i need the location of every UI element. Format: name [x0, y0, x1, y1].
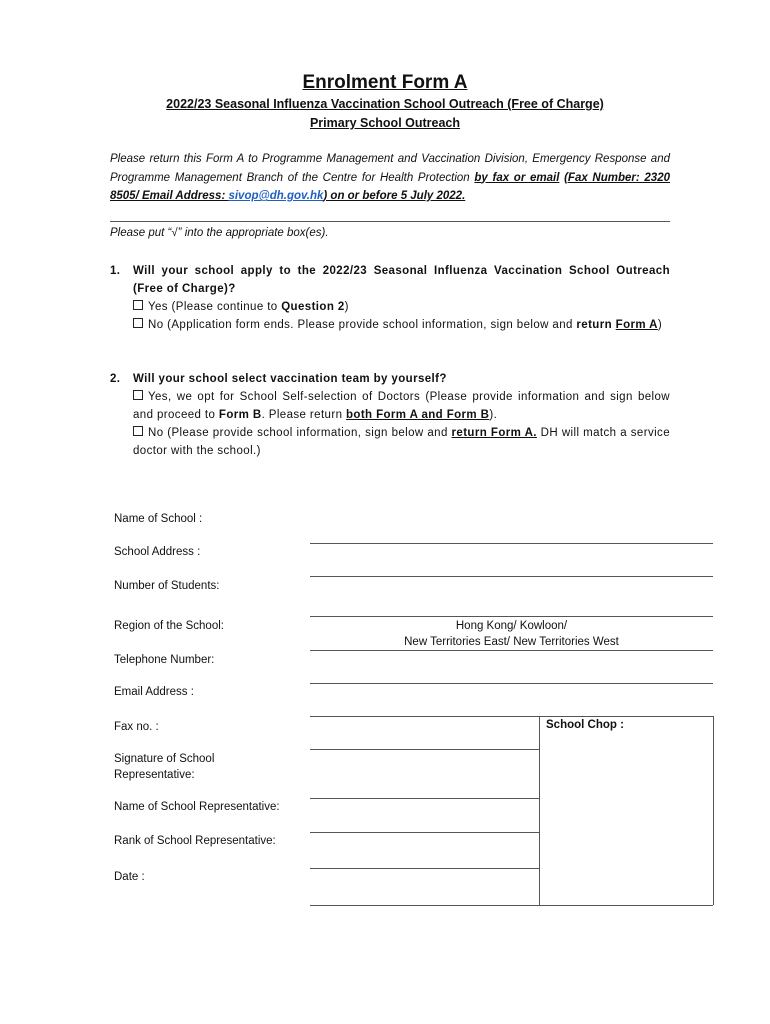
checkbox-q2-yes[interactable]	[133, 390, 143, 400]
chop-box-right-border	[713, 716, 714, 905]
q1-no-underline: Form A	[615, 319, 658, 331]
q2-no-end: DH will match a service doctor with the school.)	[133, 427, 671, 457]
q2-yes-mid: . Please return	[261, 409, 346, 421]
field-rank-of-representative[interactable]	[310, 868, 539, 869]
instructions	[110, 150, 670, 206]
label-signature-2: Representative:	[114, 769, 195, 781]
label-signature-1: Signature of School	[114, 753, 215, 765]
field-name-of-representative[interactable]	[310, 832, 539, 833]
school-chop-label: School Chop :	[546, 719, 624, 731]
question-2-option-no[interactable]	[133, 424, 670, 460]
chop-box-left-border	[539, 716, 540, 905]
label-region: Region of the School:	[114, 620, 224, 632]
form-subtitle-secondary: Primary School Outreach	[309, 116, 461, 130]
form-title: Enrolment Form A	[302, 72, 468, 93]
field-school-address[interactable]	[310, 576, 713, 577]
field-telephone[interactable]	[310, 683, 713, 684]
question-1-option-yes[interactable]	[133, 298, 670, 316]
label-school-address: School Address :	[114, 546, 201, 558]
checkbox-note: Please put “√” into the appropriate box(es).	[110, 227, 329, 239]
q1-yes-end: )	[344, 301, 349, 313]
label-email: Email Address :	[114, 686, 194, 698]
label-name-of-school: Name of School :	[114, 513, 203, 525]
q1-no-end: )	[657, 319, 663, 331]
checkbox-q1-no[interactable]	[133, 318, 143, 328]
q1-yes-text: Yes (Please continue to	[148, 301, 282, 313]
label-fax: Fax no. :	[114, 721, 159, 733]
question-1-number: 1.	[110, 265, 121, 277]
q1-yes-bold: Question 2	[281, 301, 345, 313]
label-telephone: Telephone Number:	[114, 654, 215, 666]
field-name-of-school[interactable]	[310, 543, 713, 544]
q1-no-bold: return	[576, 319, 616, 331]
label-name-of-representative: Name of School Representative:	[114, 801, 280, 813]
question-2-option-yes[interactable]	[133, 388, 670, 424]
q2-yes-end: ).	[489, 409, 498, 421]
q2-no-text: No (Please provide school information, sign below and	[148, 427, 452, 439]
instructions-fax-or-email: by fax or email	[474, 171, 560, 184]
field-number-of-students[interactable]	[310, 616, 713, 617]
field-date[interactable]	[310, 905, 713, 906]
instructions-fax-number: (Fax Number: 2320 8505/ Email Address:	[110, 171, 670, 202]
question-2	[110, 370, 670, 460]
question-1-option-no[interactable]	[133, 316, 670, 334]
divider	[110, 221, 670, 222]
instructions-deadline: ) on or before 5 July 2022.	[323, 190, 466, 202]
label-date: Date :	[114, 871, 145, 883]
q2-yes-bold: Form B	[218, 409, 262, 421]
field-signature[interactable]	[310, 798, 539, 799]
field-region	[310, 650, 713, 651]
checkbox-q1-yes[interactable]	[133, 300, 143, 310]
label-number-of-students: Number of Students:	[114, 580, 220, 592]
question-1-text: Will your school apply to the 2022/23 Seasonal Influenza Vaccination School Outreach (Free of Charge)?	[133, 265, 670, 295]
region-options-line-2[interactable]: New Territories East/ New Territories West	[404, 636, 619, 648]
checkbox-q2-no[interactable]	[133, 426, 143, 436]
q2-yes-text: Yes, we opt for School Self-selection of Doctors (Please provide information and sign below and proceed to	[133, 391, 670, 421]
email-link[interactable]: sivop@dh.gov.hk	[228, 190, 324, 202]
q2-yes-underline: both Form A and Form B	[345, 409, 490, 421]
field-fax[interactable]	[310, 749, 539, 750]
instructions-text: Please return this Form A to Programme Management and Vaccination Division, Emergency Response and Programme Management Branch of the Centre for Health Protection	[110, 153, 670, 184]
question-1	[110, 262, 670, 334]
field-email[interactable]	[310, 716, 713, 717]
question-2-number: 2.	[110, 373, 121, 385]
region-options-line-1[interactable]: Hong Kong/ Kowloon/	[455, 620, 568, 632]
label-rank-of-representative: Rank of School Representative:	[114, 835, 276, 847]
q1-no-text: No (Application form ends. Please provide school information, sign below and	[148, 319, 577, 331]
question-2-text: Will your school select vaccination team by yourself?	[133, 373, 447, 385]
form-subtitle: 2022/23 Seasonal Influenza Vaccination School Outreach (Free of Charge)	[166, 97, 604, 111]
q2-no-underline: return Form A.	[451, 427, 537, 439]
